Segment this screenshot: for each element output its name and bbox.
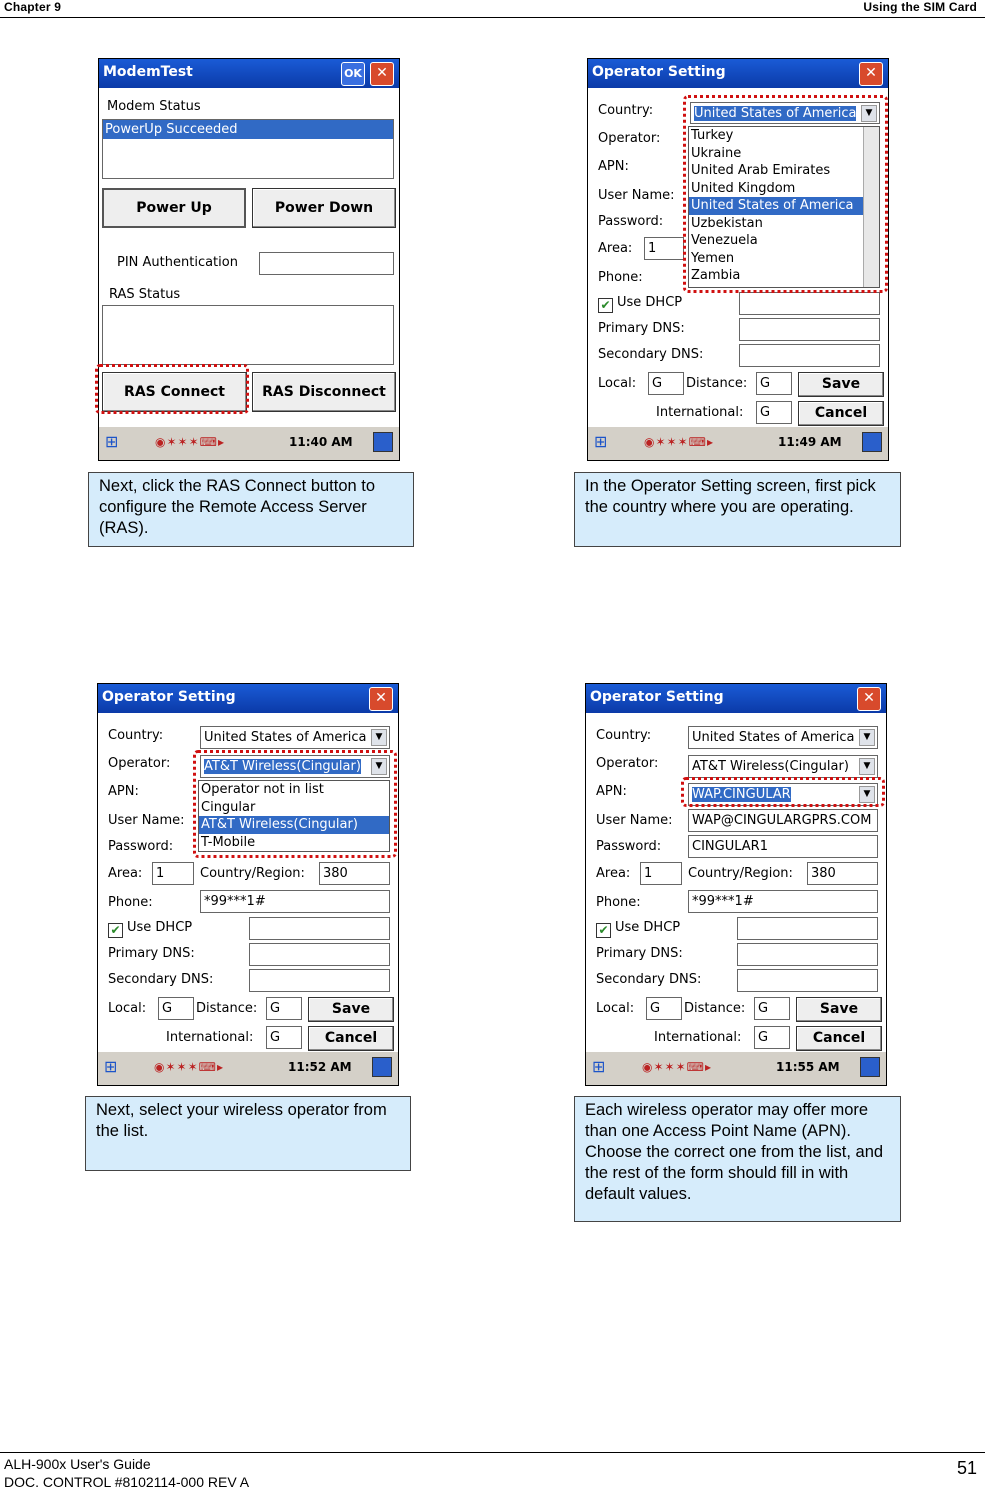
local-input[interactable]: G bbox=[646, 997, 682, 1020]
ras-status-label: RAS Status bbox=[109, 287, 181, 302]
desktop-icon[interactable] bbox=[860, 1057, 880, 1077]
cancel-button[interactable]: Cancel bbox=[796, 1026, 882, 1051]
list-item[interactable]: Yemen bbox=[691, 250, 735, 266]
chevron-down-icon[interactable]: ▼ bbox=[859, 729, 875, 746]
international-label: International: bbox=[656, 405, 744, 420]
taskbar bbox=[586, 1051, 886, 1085]
highlight-operator-list bbox=[193, 750, 397, 858]
list-item[interactable]: T-Mobile bbox=[201, 834, 256, 850]
list-item-selected[interactable]: United States of America bbox=[689, 197, 879, 215]
password-label: Password: bbox=[596, 839, 662, 854]
phone-input[interactable]: *99***1# bbox=[688, 890, 878, 913]
window-title: ModemTest bbox=[103, 64, 193, 80]
secondary-dns-label: Secondary DNS: bbox=[596, 972, 702, 987]
footer-doc-control: DOC. CONTROL #8102114-000 REV A bbox=[4, 1474, 250, 1490]
primary-dns-label: Primary DNS: bbox=[598, 321, 685, 336]
clock: 11:49 AM bbox=[778, 435, 842, 449]
save-button[interactable]: Save bbox=[798, 372, 884, 397]
country-value: United States of America bbox=[204, 730, 367, 745]
primary-dns-label: Primary DNS: bbox=[108, 946, 195, 961]
chevron-down-icon[interactable]: ▼ bbox=[371, 758, 387, 775]
start-icon[interactable]: ⊞ bbox=[594, 432, 608, 451]
title-bar bbox=[586, 684, 886, 713]
taskbar bbox=[588, 426, 888, 460]
chevron-down-icon[interactable]: ▼ bbox=[859, 786, 875, 803]
list-item[interactable]: Ukraine bbox=[691, 145, 742, 161]
desktop-icon[interactable] bbox=[373, 432, 393, 452]
modem-status-label: Modem Status bbox=[107, 99, 201, 114]
clock: 11:55 AM bbox=[776, 1060, 840, 1074]
close-icon[interactable]: ✕ bbox=[857, 687, 881, 711]
local-input[interactable]: G bbox=[648, 372, 684, 395]
secondary-dns-label: Secondary DNS: bbox=[598, 347, 704, 362]
desktop-icon[interactable] bbox=[862, 432, 882, 452]
international-input[interactable]: G bbox=[754, 1026, 790, 1049]
title-bar bbox=[588, 59, 888, 88]
primary-dns-label: Primary DNS: bbox=[596, 946, 683, 961]
checkbox-checked-icon[interactable]: ✔ bbox=[598, 298, 613, 313]
password-label: Password: bbox=[598, 214, 664, 229]
international-input[interactable]: G bbox=[266, 1026, 302, 1049]
window-title: Operator Setting bbox=[102, 689, 236, 705]
operator-setting-screen-operator bbox=[97, 683, 399, 1086]
distance-input[interactable]: G bbox=[266, 997, 302, 1020]
international-label: International: bbox=[654, 1030, 742, 1045]
close-icon[interactable]: ✕ bbox=[369, 687, 393, 711]
country-value: United States of America bbox=[692, 730, 855, 745]
local-label: Local: bbox=[108, 1001, 147, 1016]
header-rule bbox=[0, 17, 985, 18]
username-input[interactable]: WAP@CINGULARGPRS.COM bbox=[688, 809, 878, 832]
tray-icons: ◉✶✶✶⌨▸ bbox=[644, 435, 714, 449]
country-region-input[interactable]: 380 bbox=[319, 862, 390, 885]
checkbox-checked-icon[interactable]: ✔ bbox=[108, 923, 123, 938]
ras-status-box bbox=[102, 305, 394, 365]
list-item[interactable]: Venezuela bbox=[691, 233, 758, 248]
username-label: User Name: bbox=[108, 813, 185, 828]
list-item[interactable]: Cingular bbox=[201, 799, 256, 815]
area-input[interactable]: 1 bbox=[644, 237, 684, 260]
country-region-label: Country/Region: bbox=[200, 866, 305, 881]
local-input[interactable]: G bbox=[158, 997, 194, 1020]
status-value: PowerUp Succeeded bbox=[103, 120, 393, 139]
desktop-icon[interactable] bbox=[372, 1057, 392, 1077]
caption-2: In the Operator Setting screen, first pick the country where you are operating. bbox=[574, 472, 901, 547]
power-down-button[interactable]: Power Down bbox=[252, 188, 396, 228]
title-bar bbox=[98, 684, 398, 713]
caption-1: Next, click the RAS Connect button to configure the Remote Access Server (RAS). bbox=[88, 472, 414, 547]
save-button[interactable]: Save bbox=[796, 997, 882, 1022]
international-label: International: bbox=[166, 1030, 254, 1045]
operator-value: AT&T Wireless(Cingular) bbox=[692, 759, 849, 774]
start-icon[interactable]: ⊞ bbox=[592, 1057, 606, 1076]
chapter-title: Using the SIM Card bbox=[863, 0, 977, 14]
start-icon[interactable]: ⊞ bbox=[104, 1057, 118, 1076]
operator-label: Operator: bbox=[108, 756, 171, 771]
footer-rule bbox=[0, 1452, 985, 1453]
taskbar bbox=[99, 426, 399, 460]
secondary-dns-label: Secondary DNS: bbox=[108, 972, 214, 987]
footer-guide: ALH-900x User's Guide bbox=[4, 1456, 151, 1472]
country-region-input[interactable]: 380 bbox=[807, 862, 878, 885]
taskbar bbox=[98, 1051, 398, 1085]
ras-disconnect-button[interactable]: RAS Disconnect bbox=[252, 372, 396, 412]
secondary-dns-input[interactable] bbox=[739, 344, 880, 367]
distance-input[interactable]: G bbox=[756, 372, 792, 395]
chevron-down-icon[interactable]: ▼ bbox=[861, 105, 877, 122]
apn-value: WAP.CINGULAR bbox=[692, 787, 791, 802]
clock: 11:40 AM bbox=[289, 435, 353, 449]
caption-4: Each wireless operator may offer more than one Access Point Name (APN). Choose the correct one from the list, and the rest of the form should fill in with default values. bbox=[574, 1096, 901, 1222]
highlight-ras-connect bbox=[95, 364, 249, 414]
international-input[interactable]: G bbox=[756, 401, 792, 424]
apn-label: APN: bbox=[598, 159, 629, 174]
area-label: Area: bbox=[596, 866, 631, 881]
phone-label: Phone: bbox=[108, 895, 153, 910]
chevron-down-icon[interactable]: ▼ bbox=[371, 729, 387, 746]
tray-icons: ◉✶✶✶⌨▸ bbox=[154, 1060, 224, 1074]
dhcp-checkbox-row[interactable] bbox=[598, 295, 682, 313]
save-button[interactable]: Save bbox=[308, 997, 394, 1022]
cancel-button[interactable]: Cancel bbox=[798, 401, 884, 426]
close-icon[interactable]: ✕ bbox=[370, 62, 394, 86]
window-title: Operator Setting bbox=[590, 689, 724, 705]
caption-3: Next, select your wireless operator from the list. bbox=[85, 1096, 411, 1171]
list-item-selected[interactable]: AT&T Wireless(Cingular) bbox=[199, 816, 389, 834]
password-input[interactable]: CINGULAR1 bbox=[688, 835, 878, 858]
primary-dns-input[interactable] bbox=[249, 943, 390, 966]
country-select[interactable] bbox=[200, 726, 390, 749]
dhcp-input[interactable] bbox=[737, 917, 878, 940]
operator-label: Operator: bbox=[598, 131, 661, 146]
area-input[interactable]: 1 bbox=[152, 862, 194, 885]
start-icon[interactable]: ⊞ bbox=[105, 432, 119, 451]
secondary-dns-input[interactable] bbox=[737, 969, 878, 992]
list-item[interactable]: Zambia bbox=[691, 268, 741, 283]
chapter-label: Chapter 9 bbox=[4, 0, 62, 14]
list-item[interactable]: Uzbekistan bbox=[691, 215, 763, 231]
modem-status-box bbox=[102, 119, 394, 179]
password-label: Password: bbox=[108, 839, 174, 854]
local-label: Local: bbox=[596, 1001, 635, 1016]
apn-label: APN: bbox=[108, 784, 139, 799]
local-label: Local: bbox=[598, 376, 637, 391]
window-title: Operator Setting bbox=[592, 64, 726, 80]
list-item[interactable]: Operator not in list bbox=[201, 782, 324, 797]
highlight-apn bbox=[681, 777, 885, 807]
chevron-down-icon[interactable]: ▼ bbox=[859, 758, 875, 775]
tray-icons: ◉✶✶✶⌨▸ bbox=[642, 1060, 712, 1074]
ras-connect-button[interactable]: RAS Connect bbox=[102, 372, 247, 412]
dhcp-checkbox-row[interactable] bbox=[108, 920, 192, 938]
dhcp-input[interactable] bbox=[249, 917, 390, 940]
dhcp-checkbox-row[interactable] bbox=[596, 920, 680, 938]
country-label: Country: bbox=[596, 728, 652, 743]
primary-dns-input[interactable] bbox=[739, 318, 880, 341]
username-label: User Name: bbox=[598, 188, 675, 203]
list-item[interactable]: United Kingdom bbox=[691, 180, 796, 196]
country-label: Country: bbox=[108, 728, 164, 743]
country-region-label: Country/Region: bbox=[688, 866, 793, 881]
area-input[interactable]: 1 bbox=[640, 862, 682, 885]
country-value: United States of America bbox=[694, 106, 857, 121]
distance-label: Distance: bbox=[686, 376, 748, 391]
operator-value: AT&T Wireless(Cingular) bbox=[204, 759, 361, 774]
area-label: Area: bbox=[108, 866, 143, 881]
pin-label: PIN Authentication bbox=[117, 255, 238, 270]
list-item[interactable]: Turkey bbox=[691, 128, 734, 143]
clock: 11:52 AM bbox=[288, 1060, 352, 1074]
dhcp-label: Use DHCP bbox=[615, 920, 681, 935]
pin-input[interactable] bbox=[259, 252, 394, 275]
title-bar bbox=[99, 59, 399, 88]
list-item[interactable]: United Arab Emirates bbox=[691, 163, 831, 178]
country-label: Country: bbox=[598, 103, 654, 118]
operator-setting-screen-apn bbox=[585, 683, 887, 1086]
distance-label: Distance: bbox=[684, 1001, 746, 1016]
distance-label: Distance: bbox=[196, 1001, 258, 1016]
distance-input[interactable]: G bbox=[754, 997, 790, 1020]
username-label: User Name: bbox=[596, 813, 673, 828]
dhcp-label: Use DHCP bbox=[617, 295, 683, 310]
apn-label: APN: bbox=[596, 784, 627, 799]
page-number: 51 bbox=[956, 1458, 977, 1478]
checkbox-checked-icon[interactable]: ✔ bbox=[596, 923, 611, 938]
cancel-button[interactable]: Cancel bbox=[308, 1026, 394, 1051]
country-select[interactable] bbox=[688, 726, 878, 749]
dhcp-input[interactable] bbox=[739, 292, 880, 315]
phone-input[interactable]: *99***1# bbox=[200, 890, 390, 913]
close-icon[interactable]: ✕ bbox=[859, 62, 883, 86]
operator-select[interactable] bbox=[688, 755, 878, 778]
primary-dns-input[interactable] bbox=[737, 943, 878, 966]
highlight-country-list bbox=[683, 95, 888, 293]
phone-label: Phone: bbox=[596, 895, 641, 910]
power-up-button[interactable]: Power Up bbox=[102, 188, 246, 228]
ok-button[interactable]: OK bbox=[341, 62, 365, 86]
phone-label: Phone: bbox=[598, 270, 643, 285]
operator-label: Operator: bbox=[596, 756, 659, 771]
area-label: Area: bbox=[598, 241, 633, 256]
secondary-dns-input[interactable] bbox=[249, 969, 390, 992]
tray-icons: ◉✶✶✶⌨▸ bbox=[155, 435, 225, 449]
dhcp-label: Use DHCP bbox=[127, 920, 193, 935]
